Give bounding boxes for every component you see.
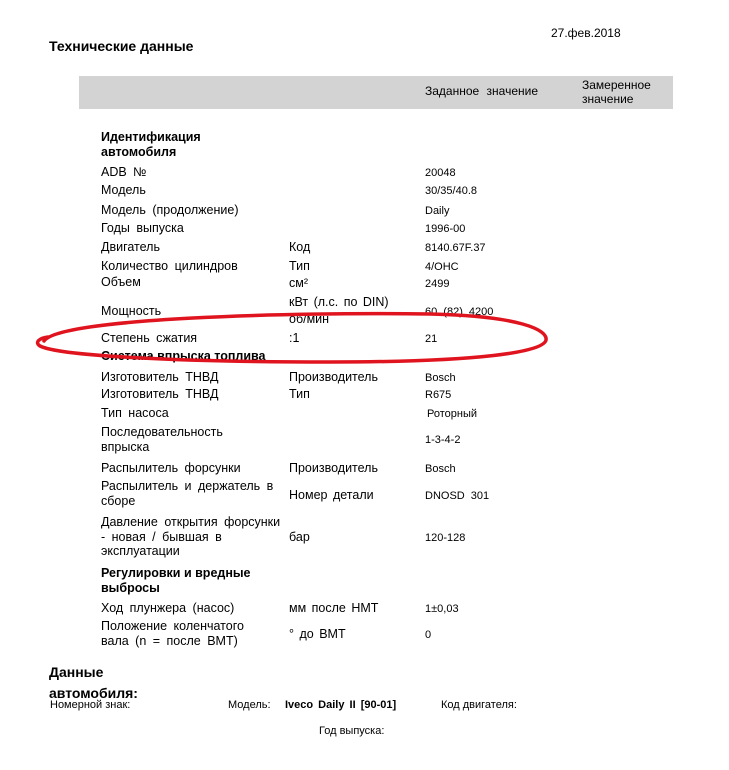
row-pump-mfr-label: Изготовитель ТНВД [101,370,219,384]
column-header-setpoint: Заданное значение [425,84,539,98]
plate-label: Номерной знак: [50,699,131,711]
row-pump-type-value: R675 [425,389,452,401]
section-injection-text: Система впрыска топлива [101,349,266,363]
row-pump-type-unit: Тип [289,387,310,401]
row-cylinders-label: Количество цилиндров [101,259,238,273]
row-sequence-label: Последовательность впрыска [101,425,223,454]
row-power-label: Мощность [101,304,162,318]
row-opening-pressure-value: 120-128 [425,532,466,544]
row-adb-label: ADB № [101,165,147,179]
row-opening-pressure-label: Давление открытия форсунки - новая / бывшая в эксплуатации [101,515,281,558]
row-power-unit: кВт (л.с. по DIN) [289,295,389,309]
vehicle-data-title: Данные автомобиля: [49,664,138,701]
row-cylinders-value: 4/OHC [425,261,459,273]
engine-code-label: Код двигателя: [441,699,517,711]
row-compression-label: Степень сжатия [101,331,198,345]
row-model-value: 30/35/40.8 [425,185,477,197]
row-cylinders-unit: Тип [289,259,310,273]
row-injector-unit: Производитель [289,461,378,475]
row-model-cont-value: Daily [425,205,450,217]
row-crank-unit: ° до ВМТ [289,627,346,641]
row-pump-mfr-unit: Производитель [289,370,378,384]
row-years-label: Годы выпуска [101,221,184,235]
model-value: Iveco Daily II [90-01] [285,699,397,711]
column-header-measured: Замеренное значение [582,78,651,106]
row-model-cont-label: Модель (продолжение) [101,203,239,217]
row-injector-label: Распылитель форсунки [101,461,241,475]
section-vehicle-id: Идентификация автомобиля [101,130,201,159]
row-model-label: Модель [101,183,146,197]
row-pump-kind-label: Тип насоса [101,406,169,420]
row-engine-label: Двигатель [101,240,160,254]
page-title: Технические данные [49,38,194,54]
row-engine-value: 8140.67F.37 [425,242,486,254]
row-nozzle-holder-value: DNOSD 301 [425,490,490,502]
row-volume-value: 2499 [425,278,450,290]
row-pump-type-label: Изготовитель ТНВД [101,387,219,401]
print-date: 27.фев.2018 [551,26,621,40]
row-power-value: 60 (82) 4200 [425,306,494,318]
row-power-unit-rpm: об/мин [289,312,330,326]
row-crank-label: Положение коленчатого вала (n = после ВМТ) [101,619,244,648]
row-plunger-unit: мм после НМТ [289,601,379,615]
section-injection [101,349,266,363]
row-nozzle-holder-label: Распылитель и держатель в сборе [101,479,274,508]
row-volume-label: Объем [101,275,141,289]
row-plunger-value: 1±0,03 [425,603,459,615]
row-compression-value: 21 [425,333,438,345]
model-label: Модель: [228,699,271,711]
row-opening-pressure-unit: бар [289,530,310,544]
row-pump-mfr-value: Bosch [425,372,456,384]
row-crank-value: 0 [425,629,432,641]
section-emissions: Регулировки и вредные выбросы [101,566,251,595]
row-adb-value: 20048 [425,167,456,179]
row-sequence-value: 1-3-4-2 [425,434,461,446]
row-plunger-label: Ход плунжера (насос) [101,601,235,615]
row-pump-kind-value: Роторный [427,408,478,420]
row-nozzle-holder-unit: Номер детали [289,488,374,502]
row-engine-unit: Код [289,240,311,254]
row-volume-unit: см² [289,276,309,290]
row-compression-unit: :1 [289,331,300,345]
row-years-value: 1996-00 [425,223,466,235]
row-injector-value: Bosch [425,463,456,475]
year-label: Год выпуска: [319,725,385,737]
